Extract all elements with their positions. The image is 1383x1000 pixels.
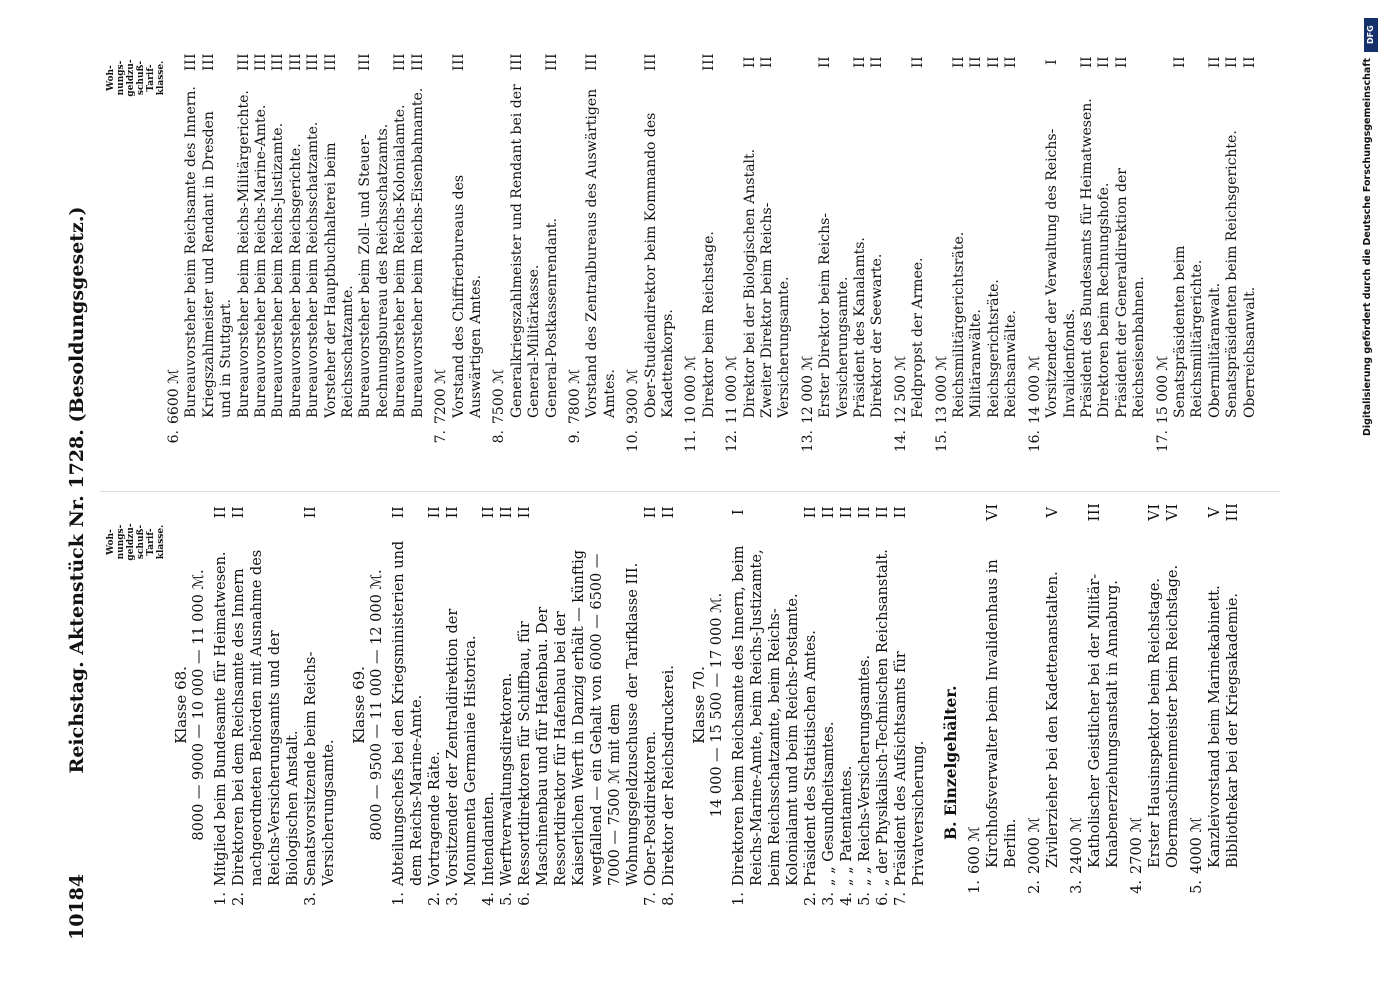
amount-heading bbox=[433, 40, 450, 470]
item-text: Ressortdirektoren für Schiffbau, für Maschinenbau und für Hafenbau. Der Ressortdirektor für Hafenbau bei der Kaiserlichen Werft in Danzig erhält — künftig wegfallend — ein Gehalt von 6000 — 6500 — 7000 — 7500 ℳ mit dem Wohnungsgeldzuschusse der Tarifklasse III. bbox=[517, 550, 641, 886]
list-item bbox=[390, 490, 426, 920]
item-number: 2. bbox=[231, 892, 247, 906]
item-number: 5. bbox=[499, 892, 515, 906]
list-item bbox=[742, 40, 759, 470]
tariff-class: III bbox=[183, 52, 200, 72]
tariff-class: III bbox=[322, 52, 339, 72]
list-item bbox=[820, 490, 838, 920]
item-text: Vorsitzender der Verwaltung des Reichs-Invalidenfonds. bbox=[1044, 128, 1078, 418]
list-item bbox=[660, 490, 678, 920]
item-text: Bibliothekar bei der Kriegsakademie. bbox=[1225, 592, 1241, 868]
amount-heading bbox=[491, 40, 508, 470]
amount-heading bbox=[166, 40, 183, 470]
item-text: Obermaschinenmeister beim Reichstage. bbox=[1165, 564, 1181, 868]
item-text: Vorsteher der Hauptbuchhalterei beim Reichsschatzamte. bbox=[322, 142, 357, 418]
salary-range: 8000 — 9500 — 11 000 — 12 000 ℳ. bbox=[369, 569, 385, 841]
item-text: „ der Physikalisch-Technischen Reichsanstalt. bbox=[875, 549, 891, 886]
amount: 7500 ℳ bbox=[491, 368, 508, 424]
list-item bbox=[253, 40, 270, 470]
amount: 10 000 ℳ bbox=[683, 355, 700, 424]
item-number: 6. bbox=[166, 430, 182, 444]
item-text: Zivilerzieher bei den Kadettenanstalten. bbox=[1045, 571, 1061, 868]
item-text: Bureauvorsteher beim Reichs-Kolonialamte. bbox=[392, 104, 409, 418]
tariff-class: II bbox=[951, 55, 968, 69]
list-item bbox=[302, 490, 338, 920]
item-number: 14. bbox=[892, 430, 909, 453]
amount: 7200 ℳ bbox=[433, 368, 450, 424]
amount-heading bbox=[934, 40, 951, 470]
tariff-class: III bbox=[253, 52, 270, 72]
item-number: 11. bbox=[683, 430, 700, 453]
list-item bbox=[910, 40, 927, 470]
tariff-class: II bbox=[1096, 55, 1113, 69]
item-text: Vortragende Räte. bbox=[427, 751, 443, 886]
item-text: Kirchhofsverwalter beim Invalidenhaus in Berlin. bbox=[985, 559, 1019, 868]
tariff-class: III bbox=[1225, 502, 1241, 522]
amount: 7800 ℳ bbox=[566, 368, 583, 424]
item-number: 6. bbox=[875, 892, 891, 906]
tariff-class: V bbox=[1045, 506, 1061, 518]
tariff-class: II bbox=[1171, 55, 1188, 69]
section-title: B. Einzelgehälter. bbox=[941, 685, 960, 840]
tariff-class: VI bbox=[1165, 503, 1181, 521]
item-text: Präsident des Kanalamts. bbox=[852, 237, 869, 418]
item-text: Direktoren beim Reichsamte des Innern, beim Reichs-Marine-Amte, beim Reichs-Justizamte, beim Reichsschatzamte, beim Reichs-Kolonialamt und beim Reichs-Postamte. bbox=[731, 545, 801, 886]
item-text: Direktoren bei dem Reichsamte des Innern nachgeordneten Behörden mit Ausnahme des Reichs-Versicherungsamts und der Biologischen Anstalt. bbox=[231, 549, 301, 886]
item-text: Ober-Studiendirektor beim Kommando des Kadettenkorps. bbox=[642, 112, 676, 418]
tariff-class: II bbox=[499, 505, 515, 519]
tariff-class: III bbox=[700, 52, 717, 72]
item-number: 1. bbox=[967, 880, 983, 894]
item-text: General-Postkassenrendant. bbox=[543, 217, 560, 418]
left-column bbox=[160, 490, 1280, 920]
item-text: Bureauvorsteher beim Reichsschatzamte. bbox=[305, 121, 322, 418]
list-item bbox=[701, 40, 718, 470]
item-number: 1. bbox=[731, 892, 747, 906]
item-number: 15. bbox=[933, 430, 950, 453]
list-item bbox=[1003, 40, 1020, 470]
item-number: 9. bbox=[566, 430, 583, 444]
item-number: 4. bbox=[839, 892, 855, 906]
amount-heading bbox=[625, 40, 642, 470]
amount: 4000 ℳ bbox=[1189, 816, 1205, 874]
tariff-class: II bbox=[875, 505, 891, 519]
item-text: Ober-Postdirektoren. bbox=[643, 731, 659, 886]
amount-heading bbox=[893, 40, 910, 470]
item-number: 2. bbox=[1027, 880, 1043, 894]
tariff-class: VI bbox=[985, 503, 1001, 521]
list-item bbox=[1164, 490, 1182, 920]
tariff-class: II bbox=[893, 505, 909, 519]
tariff-class: II bbox=[643, 505, 659, 519]
item-text: Direktor bei der Biologischen Anstalt. bbox=[741, 148, 758, 418]
tariff-class: II bbox=[869, 55, 886, 69]
amount-heading bbox=[1155, 40, 1172, 470]
list-item bbox=[201, 40, 236, 470]
item-text: Reichsanwälte. bbox=[1003, 310, 1020, 418]
item-number: 16. bbox=[1026, 430, 1043, 453]
tariff-class: II bbox=[821, 505, 837, 519]
list-item bbox=[852, 40, 869, 470]
page-number: 10184 bbox=[66, 873, 88, 940]
list-item bbox=[230, 490, 302, 920]
item-number: 7. bbox=[643, 892, 659, 906]
list-item bbox=[968, 40, 985, 470]
list-item bbox=[444, 490, 480, 920]
item-number: 4. bbox=[1129, 880, 1145, 894]
tariff-class: III bbox=[1087, 502, 1103, 522]
list-item bbox=[951, 40, 968, 470]
funding-note: Digitalisierung gefördert durch die Deutsche Forschungsgemeinschaft bbox=[1362, 58, 1373, 436]
item-number: 7. bbox=[893, 892, 909, 906]
item-text: Kanzleivorstand beim Marinekabinett. bbox=[1207, 585, 1223, 868]
item-text: Oberreichsanwalt. bbox=[1241, 286, 1258, 418]
amount-heading bbox=[1188, 490, 1206, 920]
item-text: Bureauvorsteher beim Reichs-Militärgerichte. bbox=[235, 90, 252, 418]
list-item bbox=[986, 40, 1003, 470]
list-item bbox=[874, 490, 892, 920]
tariff-class: II bbox=[231, 505, 247, 519]
tariff-class: II bbox=[303, 505, 319, 519]
list-item bbox=[183, 40, 200, 470]
list-item bbox=[544, 40, 561, 470]
item-number: 1. bbox=[391, 892, 407, 906]
tariff-class: II bbox=[759, 55, 775, 69]
tariff-class: III bbox=[508, 52, 525, 72]
list-item bbox=[856, 490, 874, 920]
salary-range: 14 000 — 15 500 — 17 000 ℳ. bbox=[709, 592, 725, 818]
item-number: 13. bbox=[799, 430, 816, 453]
item-text: Direktor der Reichsdruckerei. bbox=[661, 665, 677, 886]
item-number: 8. bbox=[491, 430, 508, 444]
item-number: 3. bbox=[445, 892, 461, 906]
list-item bbox=[392, 40, 409, 470]
tariff-class: III bbox=[305, 52, 322, 72]
list-item bbox=[426, 490, 444, 920]
item-number: 1. bbox=[213, 892, 229, 906]
tariff-class: III bbox=[200, 52, 217, 72]
amount: 13 000 ℳ bbox=[933, 355, 950, 424]
item-number: 10. bbox=[625, 430, 642, 453]
list-item bbox=[1044, 490, 1062, 920]
list-item bbox=[1086, 490, 1122, 920]
tariff-class: II bbox=[985, 55, 1002, 69]
sidebar-attribution bbox=[1362, 10, 1382, 990]
list-item bbox=[1044, 40, 1079, 470]
tariff-class: III bbox=[270, 52, 287, 72]
item-text: Katholischer Geistlicher bei der Militär-Knabenerziehungsanstalt in Annaburg. bbox=[1087, 573, 1121, 868]
amount-heading bbox=[567, 40, 584, 470]
tariff-class: I bbox=[731, 508, 747, 516]
klasse-title: Klasse 69. bbox=[350, 666, 368, 744]
item-text: Präsident des Aufsichtsamts für Privatversicherung. bbox=[893, 651, 927, 886]
list-item bbox=[1206, 490, 1224, 920]
item-text: Reichsgerichtsräte. bbox=[985, 279, 1002, 418]
amount-heading bbox=[966, 490, 984, 920]
item-text: Direktoren beim Rechnungshofe. bbox=[1096, 182, 1113, 418]
tariff-class: II bbox=[968, 55, 985, 69]
list-item bbox=[869, 40, 886, 470]
item-text: Abteilungschefs bei den Kriegsministerien und dem Reichs-Marine-Amte. bbox=[391, 540, 425, 886]
tariff-class: III bbox=[235, 52, 252, 72]
item-number: 2. bbox=[803, 892, 819, 906]
list-item bbox=[643, 40, 678, 470]
amount: 12 000 ℳ bbox=[799, 355, 816, 424]
page-header bbox=[60, 40, 100, 940]
item-text: „ „ Patentamtes. bbox=[839, 765, 855, 886]
amount: 15 000 ℳ bbox=[1154, 355, 1171, 424]
tariff-class: II bbox=[1078, 55, 1095, 69]
amount-heading bbox=[1026, 490, 1044, 920]
item-text: Bureauvorsteher beim Reichs-Marine-Amte. bbox=[253, 104, 270, 418]
tariff-class: II bbox=[391, 505, 407, 519]
klasse-title: Klasse 68. bbox=[172, 666, 190, 744]
list-item bbox=[730, 490, 802, 920]
running-title: Reichstag. Aktenstück Nr. 1728. (Besoldungsgesetz.) bbox=[66, 206, 88, 774]
item-text: Senatspräsidenten beim Reichsgerichte. bbox=[1224, 130, 1241, 418]
item-text: Direktor der Seewarte. bbox=[869, 253, 886, 418]
item-text: „ „ Reichs-Versicherungsamtes. bbox=[857, 654, 873, 886]
amount: 12 500 ℳ bbox=[892, 355, 909, 424]
item-text: Direktor beim Reichstage. bbox=[700, 231, 717, 418]
item-text: Werftverwaltungsdirektoren. bbox=[499, 672, 515, 886]
list-item bbox=[1172, 40, 1207, 470]
list-item bbox=[1114, 40, 1149, 470]
list-item bbox=[1242, 40, 1259, 470]
item-text: „ „ Gesundheitsamtes. bbox=[821, 721, 837, 886]
amount: 14 000 ℳ bbox=[1026, 355, 1043, 424]
list-item bbox=[1096, 40, 1113, 470]
tariff-class: II bbox=[839, 505, 855, 519]
item-number: 4. bbox=[481, 892, 497, 906]
tariff-class: II bbox=[213, 505, 229, 519]
tariff-class: III bbox=[642, 52, 659, 72]
amount: 2000 ℳ bbox=[1027, 816, 1043, 874]
list-item bbox=[642, 490, 660, 920]
tariff-class: II bbox=[1241, 55, 1258, 69]
tariff-class: II bbox=[857, 505, 873, 519]
item-number: 3. bbox=[821, 892, 837, 906]
rotated-page bbox=[60, 20, 1300, 960]
salary-range: 8000 — 9000 — 10 000 — 11 000 ℳ. bbox=[191, 569, 207, 841]
item-text: Präsident der Generaldirektion der Reichseisenbahnen. bbox=[1113, 168, 1148, 418]
tariff-class: III bbox=[392, 52, 409, 72]
dfg-logo: DFG bbox=[1364, 18, 1378, 52]
item-number: 8. bbox=[661, 892, 677, 906]
amount-heading bbox=[1068, 490, 1086, 920]
item-text: Senatsvorsitzende beim Reichs-Versicherungsamte. bbox=[303, 651, 337, 886]
tariff-class: III bbox=[357, 52, 374, 72]
wohnung-column-header-left: Woh- nungs- geldzu- schuß- Tarif- klasse. bbox=[106, 523, 166, 561]
list-item bbox=[305, 40, 322, 470]
list-item bbox=[288, 40, 305, 470]
amount: 600 ℳ bbox=[967, 826, 983, 874]
item-text: Obermilitäranwalt. bbox=[1206, 282, 1223, 418]
amount: 11 000 ℳ bbox=[724, 355, 741, 424]
item-text: Vorsitzender der Zentraldirektion der Monumenta Germaniae Historica. bbox=[445, 608, 479, 886]
list-item bbox=[1224, 490, 1242, 920]
item-text: Vorstand des Chiffrierbureaus des Auswärtigen Amtes. bbox=[450, 174, 484, 418]
item-number: 5. bbox=[1189, 880, 1205, 894]
list-item bbox=[1079, 40, 1096, 470]
amount-heading bbox=[683, 40, 700, 470]
tariff-class: II bbox=[1113, 55, 1130, 69]
item-text: Feldpropst der Armee. bbox=[910, 257, 927, 418]
amount-heading bbox=[1128, 490, 1146, 920]
item-number: 6. bbox=[517, 892, 533, 906]
list-item bbox=[480, 490, 498, 920]
tariff-class: V bbox=[1207, 506, 1223, 518]
tariff-class: II bbox=[741, 55, 758, 69]
tariff-class: II bbox=[852, 55, 869, 69]
tariff-class: II bbox=[1206, 55, 1223, 69]
tariff-class: VI bbox=[1147, 503, 1163, 521]
item-text: Erster Hausinspektor beim Reichstage. bbox=[1147, 578, 1163, 868]
list-item bbox=[323, 40, 358, 470]
item-text: Mitglied beim Bundesamte für Heimatwesen. bbox=[213, 551, 229, 886]
item-text: Präsident des Statistischen Amtes. bbox=[803, 630, 819, 886]
list-item bbox=[1146, 490, 1164, 920]
list-item bbox=[212, 490, 230, 920]
tariff-class: II bbox=[817, 55, 834, 69]
amount: 2700 ℳ bbox=[1129, 816, 1145, 874]
tariff-class: II bbox=[427, 505, 443, 519]
item-text: Vorstand des Zentralbureaus des Auswärtigen Amtes. bbox=[584, 88, 618, 418]
item-text: Bureauvorsteher beim Reichs-Justizamte. bbox=[270, 122, 287, 418]
list-item bbox=[1207, 40, 1224, 470]
list-item bbox=[270, 40, 287, 470]
item-text: Zweiter Direktor beim Reichs-Versicherungsamte. bbox=[759, 202, 793, 418]
amount-heading bbox=[1027, 40, 1044, 470]
list-item bbox=[802, 490, 820, 920]
list-item bbox=[1224, 40, 1241, 470]
tariff-class: II bbox=[517, 505, 533, 519]
item-number: 12. bbox=[724, 430, 741, 453]
list-item bbox=[451, 40, 486, 470]
list-item bbox=[509, 40, 544, 470]
right-column bbox=[160, 40, 1280, 470]
item-text: Militäranwälte. bbox=[968, 309, 985, 418]
item-text: Intendanten. bbox=[481, 791, 497, 886]
item-text: Generalkriegszahlmeister und Rendant bei der General-Militärkasse. bbox=[508, 84, 543, 418]
tariff-class: II bbox=[661, 505, 677, 519]
list-item bbox=[759, 40, 794, 470]
list-item bbox=[498, 490, 516, 920]
item-number: 7. bbox=[433, 430, 450, 444]
list-item bbox=[236, 40, 253, 470]
item-text: Kriegszahlmeister und Rendant in Dresden und in Stuttgart. bbox=[200, 111, 235, 418]
tariff-class: III bbox=[543, 52, 560, 72]
item-number: 2. bbox=[427, 892, 443, 906]
item-text: Bureauvorsteher beim Reichs-Eisenbahnamte. bbox=[409, 87, 426, 418]
list-item bbox=[984, 490, 1020, 920]
tariff-class: III bbox=[287, 52, 304, 72]
item-number: 3. bbox=[303, 892, 319, 906]
tariff-class: II bbox=[910, 55, 927, 69]
amount-heading bbox=[724, 40, 741, 470]
item-text: Präsident des Bundesamts für Heimatwesen. bbox=[1078, 98, 1095, 418]
item-text: Bureauvorsteher beim Reichsamte des Innern. bbox=[183, 86, 200, 418]
list-item bbox=[838, 490, 856, 920]
list-item bbox=[584, 40, 619, 470]
tariff-class: II bbox=[803, 505, 819, 519]
tariff-class: I bbox=[1044, 58, 1061, 66]
tariff-class: III bbox=[584, 52, 601, 72]
klasse-title: Klasse 70. bbox=[690, 666, 708, 744]
tariff-class: II bbox=[1003, 55, 1020, 69]
item-number: 5. bbox=[857, 892, 873, 906]
wohnung-column-header-right: Woh- nungs- geldzu- schuß- Tarif- klasse. bbox=[106, 59, 166, 97]
tariff-class: III bbox=[409, 52, 426, 72]
amount-heading bbox=[800, 40, 817, 470]
item-text: Reichsmilitärgerichtsräte. bbox=[951, 231, 968, 418]
item-text: Bureauvorsteher beim Reichsgerichte. bbox=[287, 143, 304, 418]
item-text: Erster Direktor beim Reichs-Versicherungsamte. bbox=[817, 212, 851, 418]
list-item bbox=[357, 40, 392, 470]
list-item bbox=[410, 40, 427, 470]
item-number: 17. bbox=[1154, 430, 1171, 453]
item-text: Senatspräsidenten beim Reichsmilitärgerichte. bbox=[1171, 245, 1206, 418]
item-number: 3. bbox=[1069, 880, 1085, 894]
amount: 2400 ℳ bbox=[1069, 816, 1085, 874]
tariff-class: II bbox=[1224, 55, 1241, 69]
item-text: Bureauvorsteher beim Zoll- und Steuer-Rechnungsbureau des Reichsschatzamts. bbox=[357, 123, 391, 418]
list-item bbox=[516, 490, 642, 920]
list-item bbox=[817, 40, 852, 470]
tariff-class: III bbox=[450, 52, 467, 72]
tariff-class: II bbox=[481, 505, 497, 519]
tariff-class: II bbox=[445, 505, 461, 519]
amount: 6600 ℳ bbox=[166, 368, 182, 424]
amount: 9300 ℳ bbox=[625, 368, 642, 424]
list-item bbox=[892, 490, 928, 920]
